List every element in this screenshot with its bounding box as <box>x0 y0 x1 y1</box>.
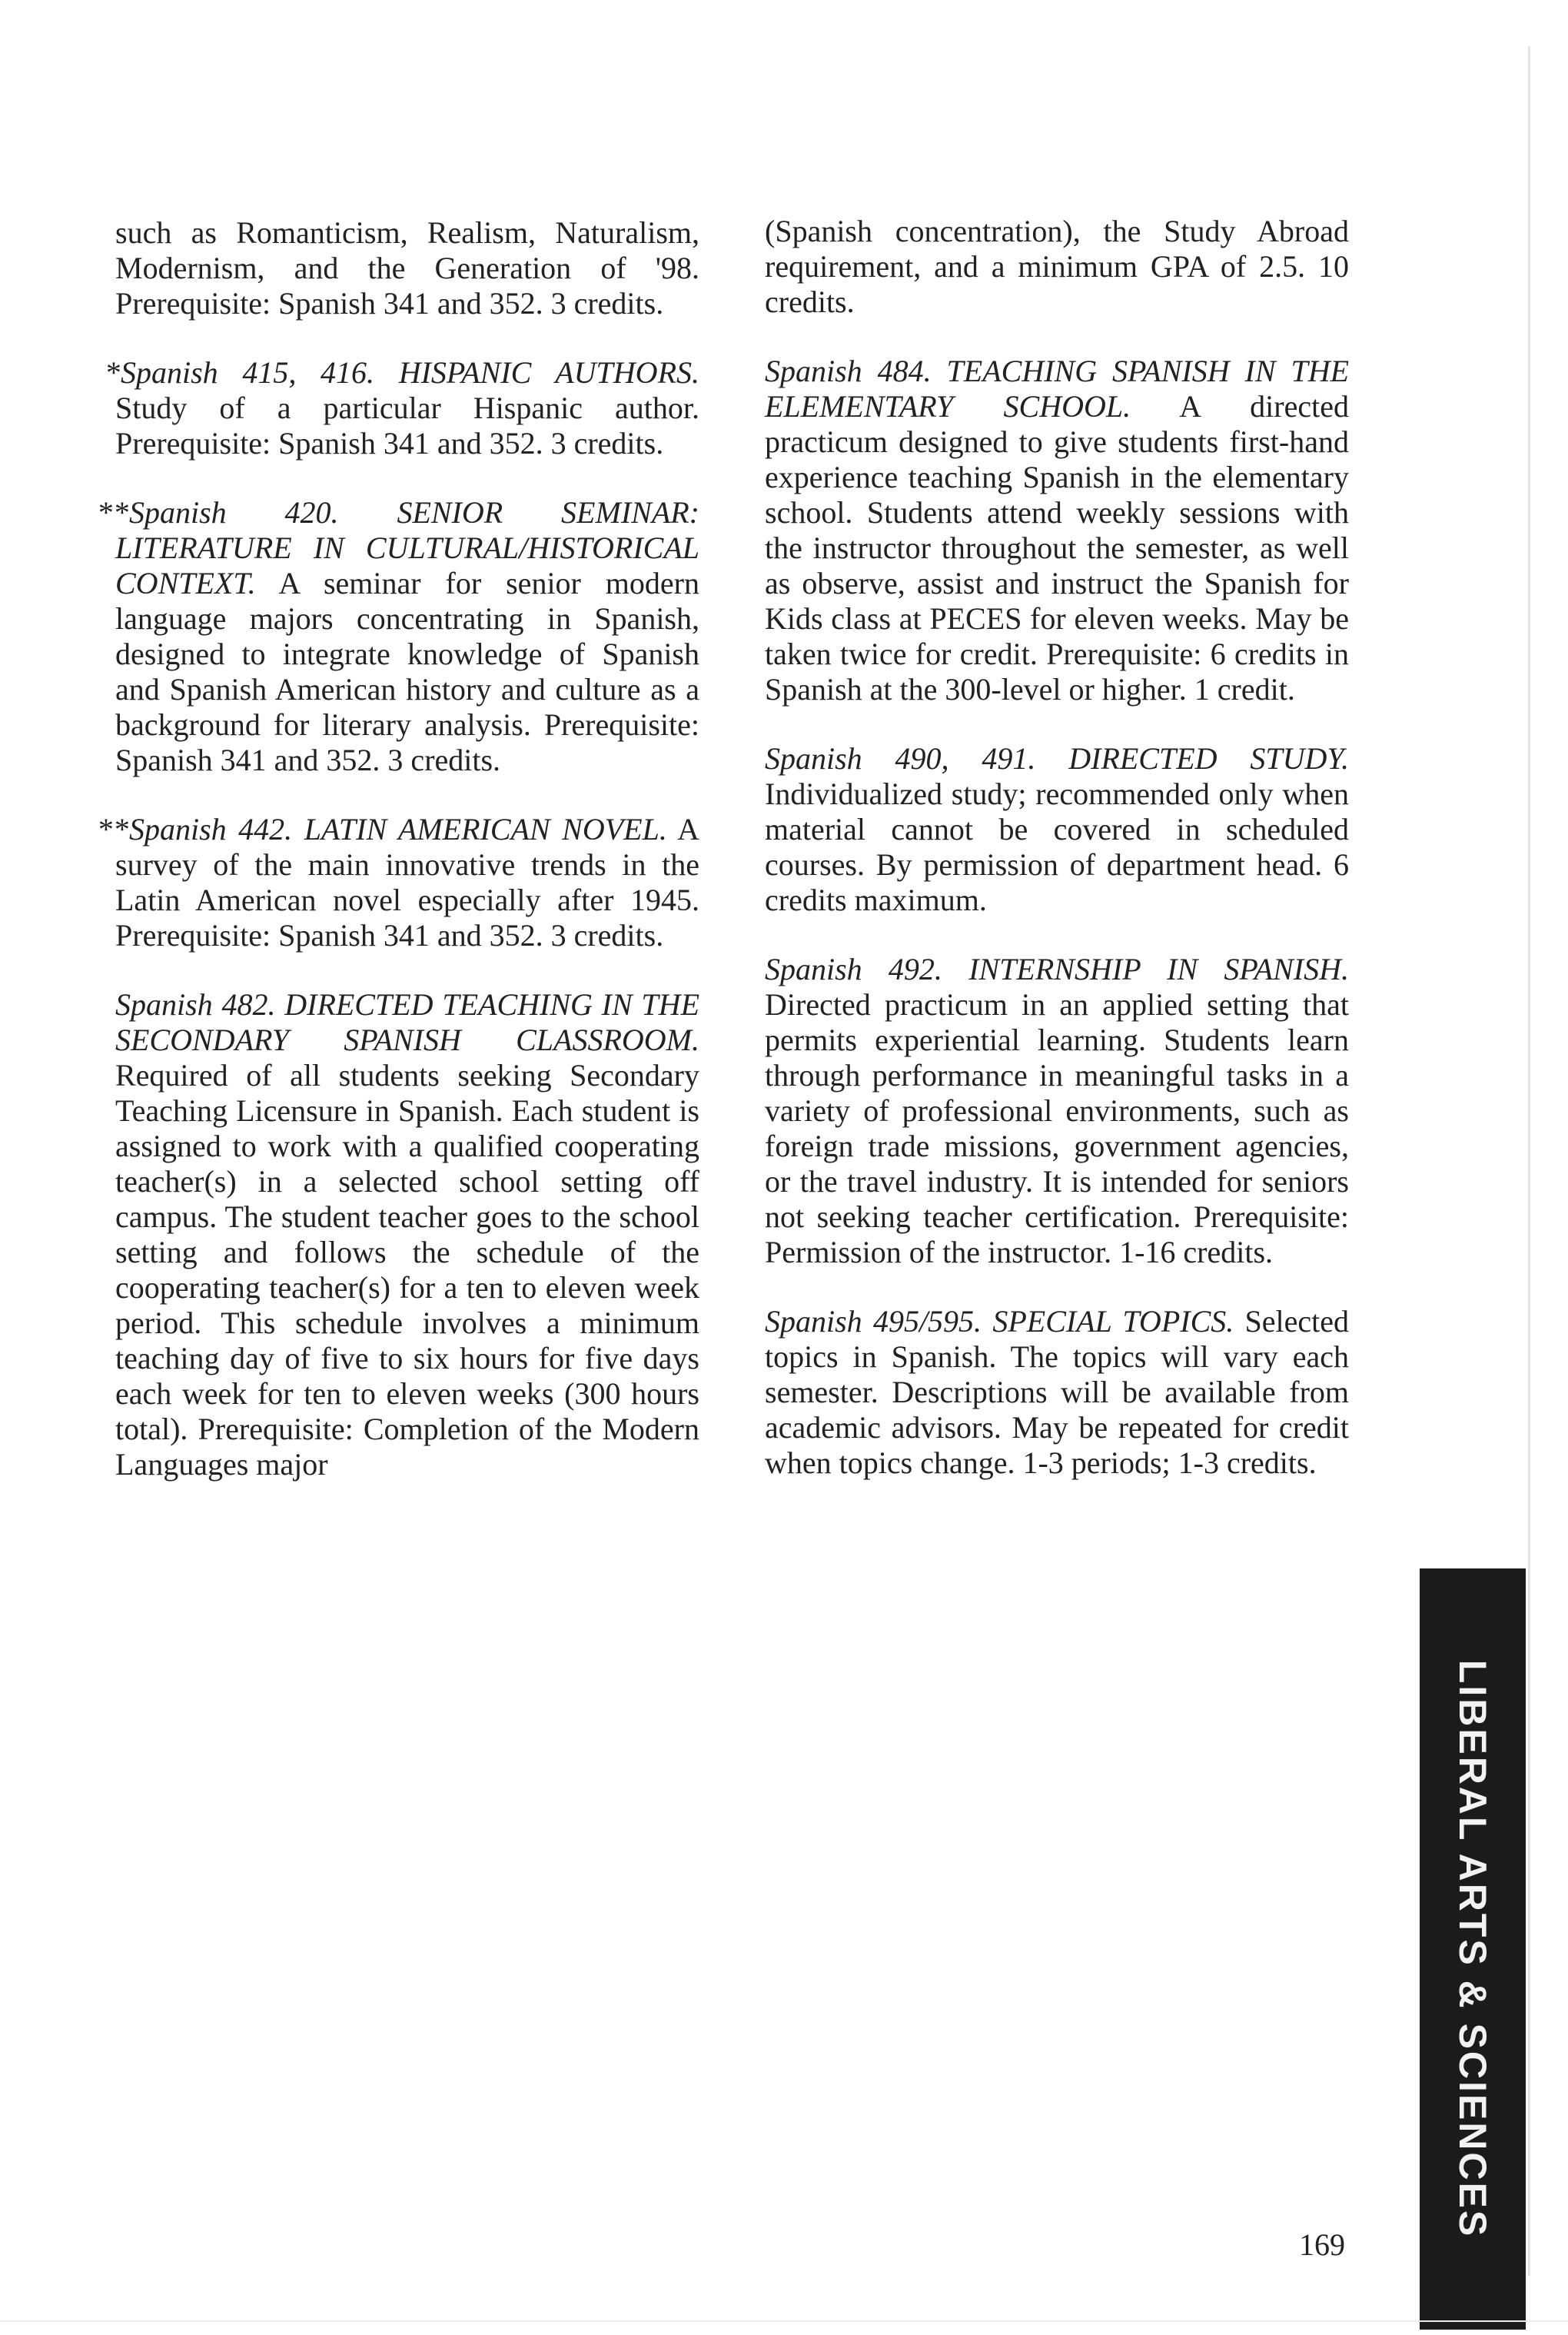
course-text <box>765 741 1349 918</box>
course-body: Individualized study; recommended only when material cannot be covered in scheduled courses. By permission of department head. 6 credits maximum. <box>765 777 1349 917</box>
page-edge <box>1528 46 1530 2276</box>
course-entry <box>765 214 1349 320</box>
course-code: Spanish 484. <box>765 354 932 388</box>
course-body: such as Romanticism, Realism, Naturalism, Modernism, and the Generation of '98. Prerequisite: Spanish 341 and 352. 3 credits. <box>115 215 699 321</box>
course-code: Spanish 492. <box>765 952 942 986</box>
course-entry <box>105 355 699 461</box>
course-entry <box>765 354 1349 707</box>
course-code: Spanish 495/595. <box>765 1304 982 1339</box>
course-text <box>765 354 1349 707</box>
course-body: A seminar for senior modern language majors concentrating in Spanish, designed to integrate knowledge of Spanish and Spanish American history and culture as a background for literary analysis. Prerequisite: Spanish 341 and 352. 3 credits. <box>115 566 699 777</box>
course-entry <box>765 1304 1349 1481</box>
course-title: LATIN AMERICAN NOVEL. <box>304 812 667 847</box>
course-text <box>765 952 1349 1270</box>
course-text <box>97 495 700 778</box>
course-title: TEACHING SPANISH IN THE ELEMENTARY SCHOOL. <box>765 354 1350 424</box>
course-entry <box>97 812 700 953</box>
course-code: Spanish 415, 416. <box>121 355 375 390</box>
page-number: 169 <box>1299 2227 1345 2262</box>
course-code: Spanish 490, 491. <box>765 741 1036 776</box>
course-title: SPECIAL TOPICS. <box>992 1304 1234 1339</box>
course-text <box>765 1304 1349 1481</box>
course-body: Required of all students seeking Secondary Teaching Licensure in Spanish. Each student is assigned to work with a qualified cooperating teacher(s) in a selected school setting off campus. The student teacher goes to the school setting and follows the schedule of the cooperating teacher(s) for a ten to eleven week period. This schedule involves a minimum teaching day of five to six hours for five days each week for ten to eleven weeks (300 hours total). Prerequisite: Completion of the Modern Languages major <box>115 1058 699 1482</box>
course-entry <box>97 495 700 778</box>
course-title: DIRECTED STUDY. <box>1068 741 1349 776</box>
course-marker: ** <box>97 495 129 530</box>
course-text <box>115 987 699 1482</box>
course-text <box>105 355 699 461</box>
course-title: INTERNSHIP IN SPANISH. <box>968 952 1349 986</box>
course-body: Selected topics in Spanish. The topics will vary each semester. Descriptions will be available from academic advisors. May be repeated for credit when topics change. 1-3 periods; 1-3 credits. <box>765 1304 1350 1480</box>
course-body: (Spanish concentration), the Study Abroad requirement, and a minimum GPA of 2.5. 10 credits. <box>765 214 1349 319</box>
scan-edge-line <box>0 2320 1568 2322</box>
course-entry <box>765 741 1349 918</box>
course-title: SENIOR SEMINAR: LITERATURE IN CULTURAL/HISTORICAL CONTEXT. <box>115 495 700 600</box>
course-entry <box>765 952 1349 1270</box>
course-body: A directed practicum designed to give students first-hand experience teaching Spanish in the elementary school. Students attend weekly sessions with the instructor throughout the semester, as well as observe, assist and instruct the Spanish for Kids class at PECES for eleven weeks. May be taken twice for credit. Prerequisite: 6 credits in Spanish at the 300-level or higher. 1 credit. <box>765 389 1349 707</box>
course-body: A survey of the main innovative trends in the Latin American novel especially after 1945. Prerequisite: Spanish 341 and 352. 3 credits. <box>115 812 700 953</box>
course-code: Spanish 420. <box>129 495 339 530</box>
course-entry <box>115 215 699 321</box>
course-text <box>97 812 700 953</box>
course-code: Spanish 442. <box>129 812 293 847</box>
course-marker: ** <box>97 812 129 847</box>
right-column <box>765 214 1349 1515</box>
left-column <box>97 215 700 1516</box>
course-entry <box>115 987 699 1482</box>
course-marker: * <box>105 355 121 390</box>
course-code: Spanish 482. <box>115 987 276 1022</box>
course-title: DIRECTED TEACHING IN THE SECONDARY SPANISH CLASSROOM. <box>115 987 700 1057</box>
course-body: Directed practicum in an applied setting that permits experiential learning. Students learn through performance in meaningful tasks in a variety of professional environments, such as foreign trade missions, government agencies, or the travel industry. It is intended for seniors not seeking teacher certification. Prerequisite: Permission of the instructor. 1-16 credits. <box>765 987 1349 1269</box>
course-title: HISPANIC AUTHORS. <box>398 355 699 390</box>
section-side-label: LIBERAL ARTS & SCIENCES <box>1451 1659 1494 2239</box>
course-body: Study of a particular Hispanic author. Prerequisite: Spanish 341 and 352. 3 credits. <box>115 391 699 461</box>
